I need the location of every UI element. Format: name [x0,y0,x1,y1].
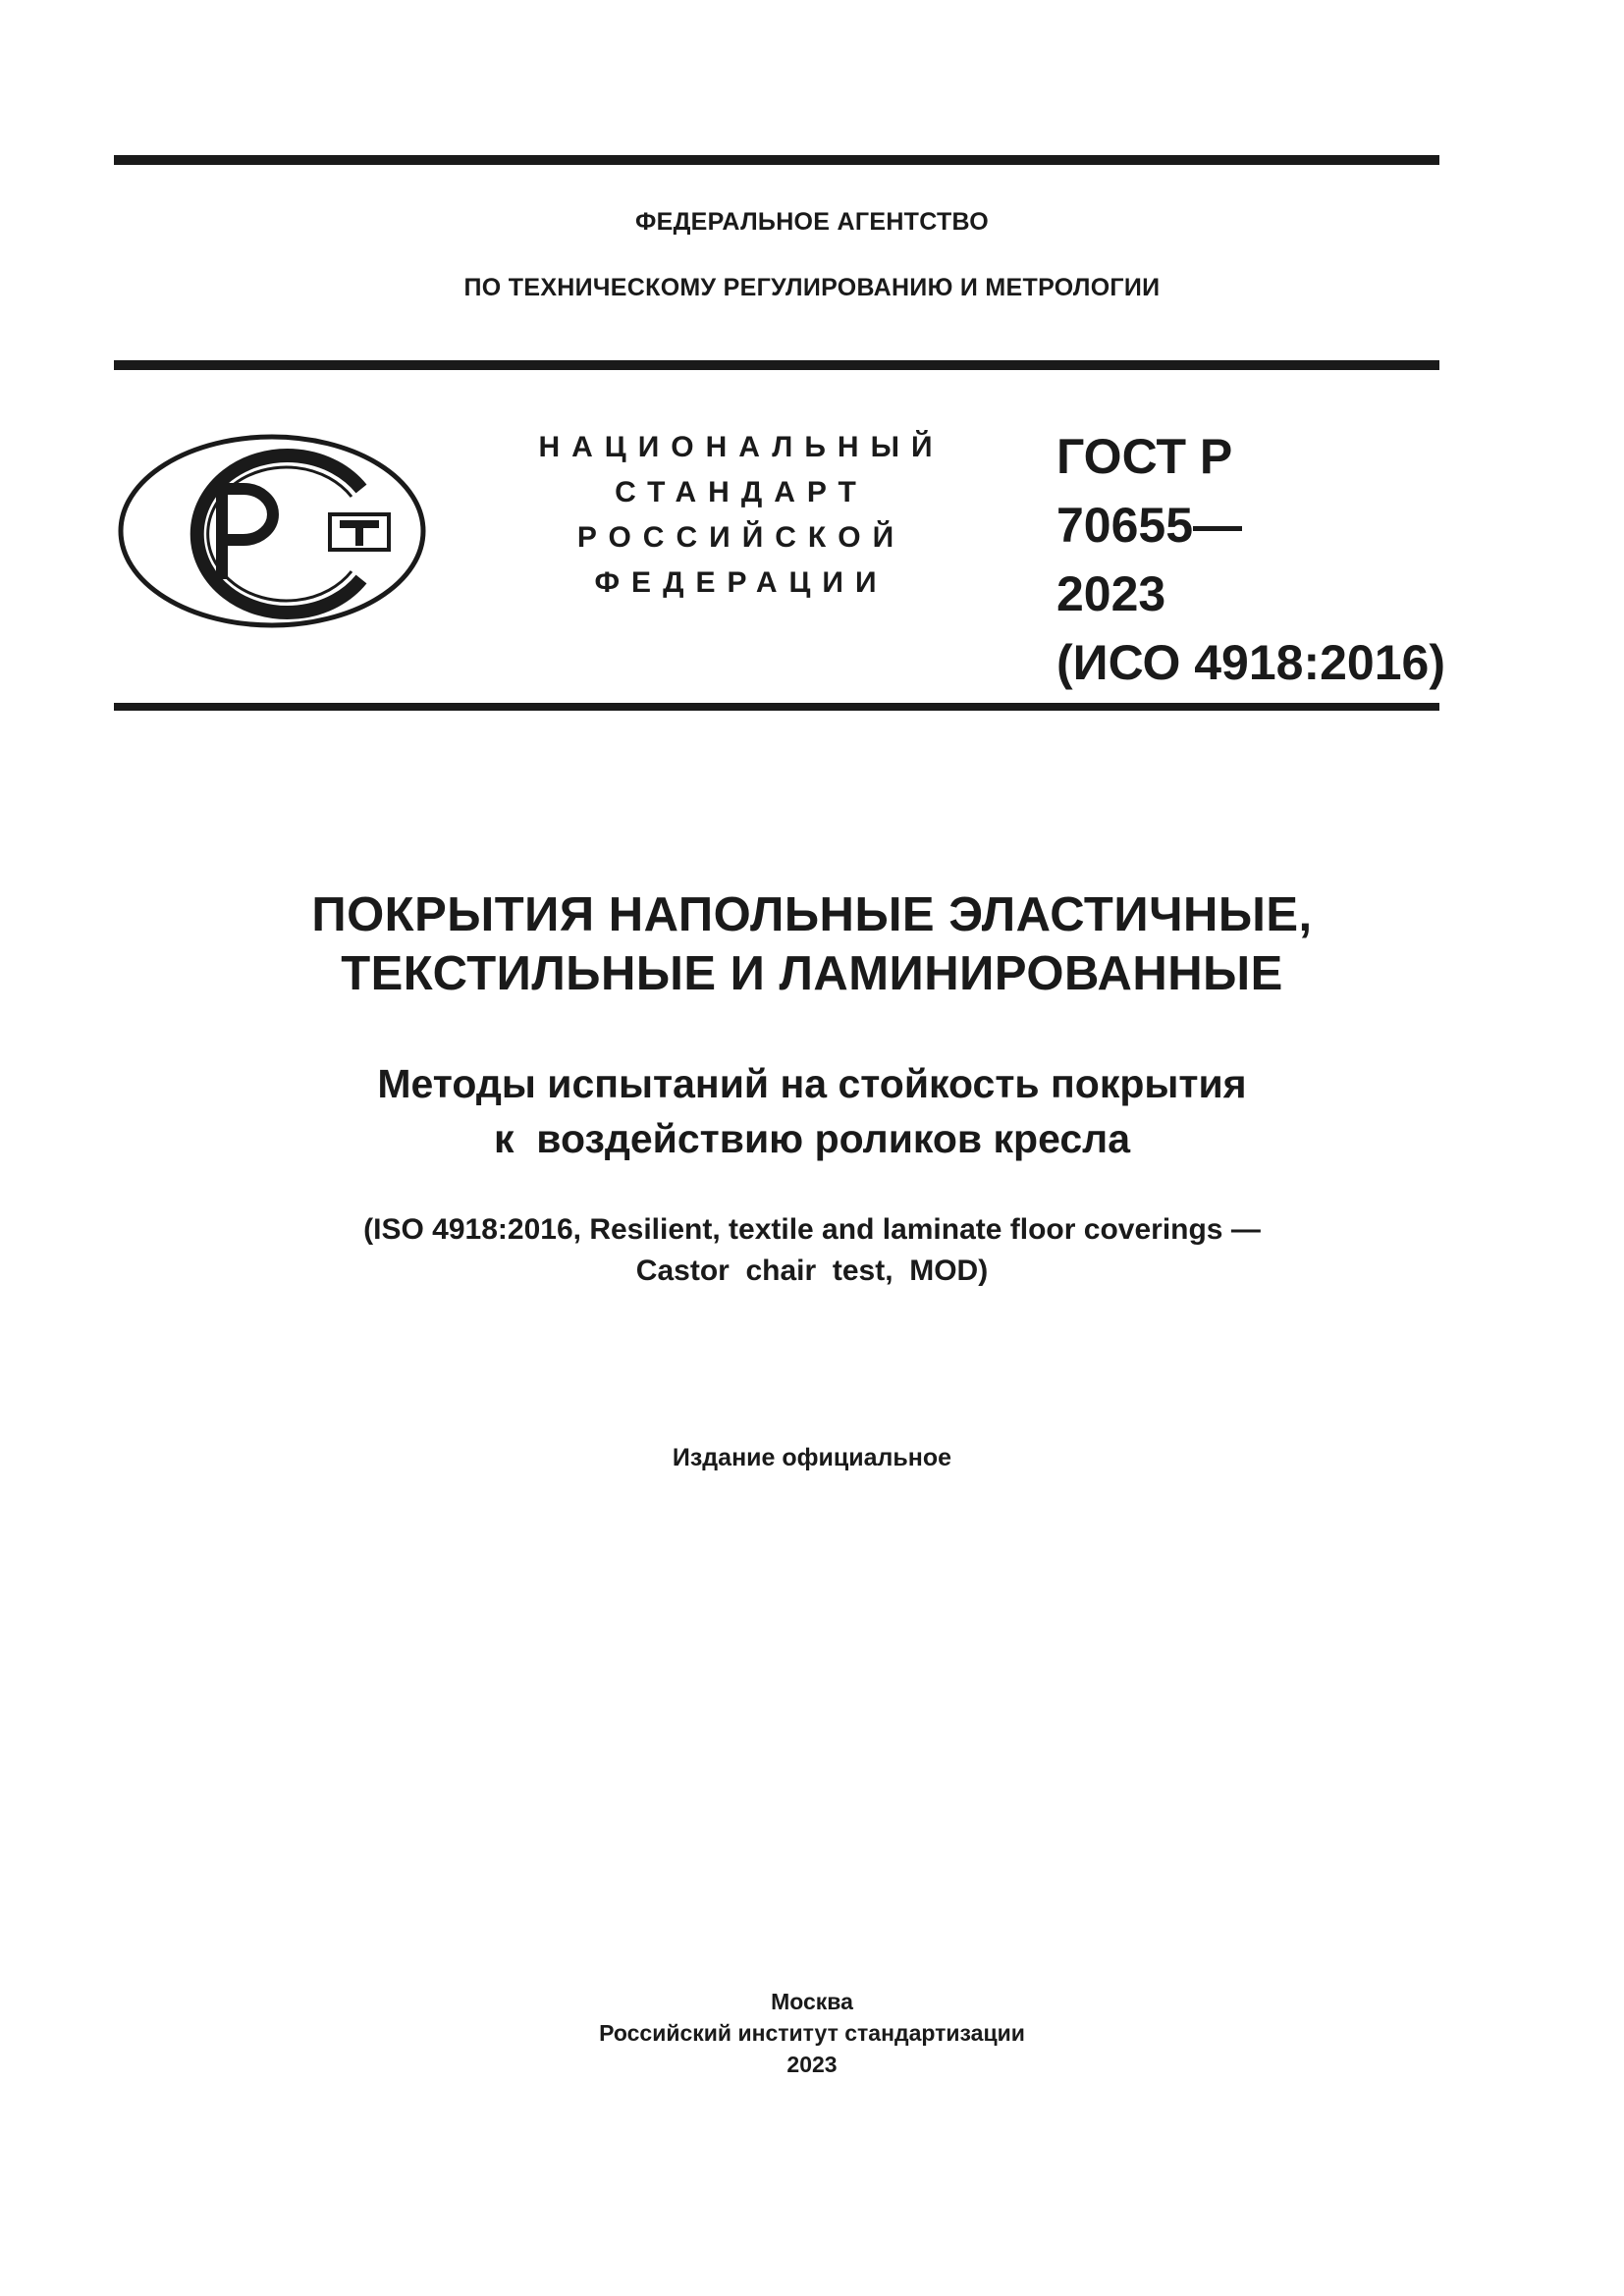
designation-bottom-rule [114,703,1439,711]
imprint-year: 2023 [786,2052,838,2077]
title-line: ПОКРЫТИЯ НАПОЛЬНЫЕ ЭЛАСТИЧНЫЕ, [311,888,1313,941]
designation-line: 70655— [1056,498,1243,553]
subtitle-line: к воздействию роликов кресла [494,1116,1130,1161]
iso-reference [0,1209,1624,1292]
national-standard-line: РОССИЙСКОЙ [576,521,906,554]
iso-reference-line: Castor chair test, MOD) [635,1255,989,1287]
rst-mark-icon [116,432,428,630]
designation-line: (ИСО 4918:2016) [1056,635,1445,690]
title-line: ТЕКСТИЛЬНЫЕ И ЛАМИНИРОВАННЫЕ [341,947,1283,1000]
top-rule [114,155,1439,165]
iso-reference-line: (ISO 4918:2016, Resilient, textile and laminate floor coverings — [363,1213,1261,1246]
document-title [0,885,1624,1003]
subtitle-line: Методы испытаний на стойкость покрытия [377,1061,1247,1106]
imprint [0,1986,1624,2080]
imprint-city: Москва [771,1989,853,2014]
national-standard-label [520,425,962,606]
agency-name-line-1: ФЕДЕРАЛЬНОЕ АГЕНТСТВО [634,208,990,236]
designation-line: ГОСТ Р [1056,429,1233,484]
agency-name-line-2: ПО ТЕХНИЧЕСКОМУ РЕГУЛИРОВАНИЮ И МЕТРОЛОГИИ [463,274,1161,301]
designation-line: 2023 [1056,566,1166,621]
national-standard-line: СТАНДАРТ [615,476,868,508]
edition-note: Издание официальное [672,1444,952,1471]
imprint-publisher: Российский институт стандартизации [599,2020,1025,2046]
document-subtitle [0,1056,1624,1166]
header-divider-rule [114,360,1439,370]
national-standard-line: ФЕДЕРАЦИИ [594,566,889,599]
standard-designation [1056,422,1445,697]
national-standard-line: НАЦИОНАЛЬНЫЙ [538,431,945,463]
